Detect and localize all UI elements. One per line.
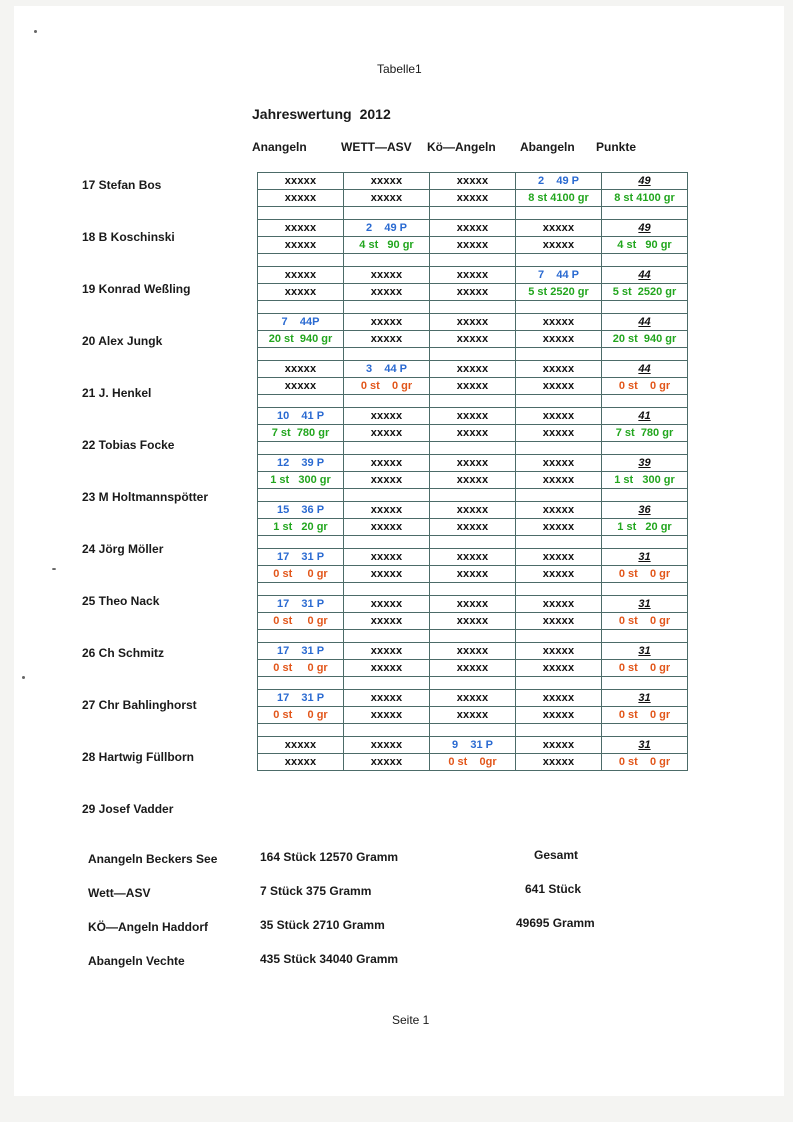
table-cell: xxxxx [516, 378, 602, 395]
spacer-cell [430, 630, 516, 643]
annual-ranking-heading [252, 106, 391, 122]
table-cell: xxxxx [516, 737, 602, 754]
table-cell: xxxxx [430, 331, 516, 348]
table-cell: xxxxx [430, 643, 516, 660]
spacer-cell [430, 395, 516, 408]
spacer-cell [516, 301, 602, 314]
table-cell: 15 36 P [258, 502, 344, 519]
table-row-catch [258, 284, 688, 301]
table-cell: xxxxx [516, 220, 602, 237]
points-cell: 44 [602, 361, 688, 378]
table-cell: 7 st 780 gr [602, 425, 688, 442]
table-cell: xxxxx [430, 690, 516, 707]
spacer-cell [602, 536, 688, 549]
table-cell: xxxxx [516, 690, 602, 707]
spacer-cell [344, 442, 430, 455]
spacer-cell [344, 254, 430, 267]
spacer-cell [258, 677, 344, 690]
participant-name: 24 Jörg Möller [82, 542, 164, 556]
points-cell: 44 [602, 267, 688, 284]
table-row-catch [258, 707, 688, 724]
participant-name: 18 B Koschinski [82, 230, 175, 244]
table-cell: xxxxx [516, 613, 602, 630]
spacer-cell [258, 301, 344, 314]
table-cell: xxxxx [516, 643, 602, 660]
table-cell: xxxxx [516, 408, 602, 425]
table-cell: xxxxx [516, 314, 602, 331]
table-cell: 20 st 940 gr [258, 331, 344, 348]
table-cell: 20 st 940 gr [602, 331, 688, 348]
table-cell: xxxxx [344, 690, 430, 707]
table-cell: xxxxx [516, 519, 602, 536]
table-cell: xxxxx [258, 220, 344, 237]
spacer-cell [430, 583, 516, 596]
table-cell: xxxxx [344, 613, 430, 630]
spacer-cell [516, 489, 602, 502]
table-cell: xxxxx [344, 502, 430, 519]
table-row-catch [258, 190, 688, 207]
points-cell: 36 [602, 502, 688, 519]
spacer-cell [516, 207, 602, 220]
table-cell: 17 31 P [258, 596, 344, 613]
spacer-cell [258, 442, 344, 455]
spacer-cell [258, 348, 344, 361]
participant-name: 23 M Holtmannspötter [82, 490, 209, 504]
summary-label-koe-angeln: KÖ—Angeln Haddorf [88, 920, 208, 934]
table-cell: xxxxx [344, 472, 430, 489]
spacer-cell [430, 536, 516, 549]
table-cell: 10 41 P [258, 408, 344, 425]
table-cell: 17 31 P [258, 643, 344, 660]
points-cell: 31 [602, 737, 688, 754]
page-title: Tabelle1 [377, 62, 422, 76]
participant-name: 20 Alex Jungk [82, 334, 163, 348]
spacer-cell [516, 348, 602, 361]
table-cell: xxxxx [344, 425, 430, 442]
spacer-cell [344, 724, 430, 737]
summary-label-abangeln: Abangeln Vechte [88, 954, 185, 968]
table-cell: 0 st 0 gr [258, 613, 344, 630]
column-header-abangeln: Abangeln [520, 140, 575, 154]
spacer-cell [344, 489, 430, 502]
points-cell: 31 [602, 690, 688, 707]
table-row-catch [258, 331, 688, 348]
table-spacer-row [258, 442, 688, 455]
table-cell: xxxxx [516, 596, 602, 613]
spacer-cell [344, 536, 430, 549]
spacer-cell [344, 301, 430, 314]
points-cell: 49 [602, 220, 688, 237]
table-cell: xxxxx [516, 566, 602, 583]
table-spacer-row [258, 348, 688, 361]
table-cell: xxxxx [430, 425, 516, 442]
spacer-cell [602, 630, 688, 643]
points-cell: 31 [602, 549, 688, 566]
table-cell: xxxxx [344, 737, 430, 754]
table-cell: xxxxx [430, 519, 516, 536]
spacer-cell [258, 583, 344, 596]
scan-speck [22, 676, 25, 679]
table-row-points [258, 173, 688, 190]
spacer-cell [516, 724, 602, 737]
scan-speck [34, 30, 37, 33]
table-cell: xxxxx [516, 331, 602, 348]
table-cell: 2 49 P [344, 220, 430, 237]
summary-value-koe-angeln: 35 Stück 2710 Gramm [260, 918, 385, 932]
spacer-cell [602, 395, 688, 408]
spacer-cell [602, 489, 688, 502]
page-footer: Seite 1 [392, 1013, 430, 1027]
table-row-points [258, 690, 688, 707]
spacer-cell [430, 724, 516, 737]
table-cell: xxxxx [344, 519, 430, 536]
points-cell: 39 [602, 455, 688, 472]
spacer-cell [344, 583, 430, 596]
table-cell: xxxxx [344, 707, 430, 724]
table-cell: xxxxx [430, 502, 516, 519]
spacer-cell [430, 207, 516, 220]
table-row-points [258, 737, 688, 754]
total-label: Gesamt [534, 848, 579, 862]
table-cell: xxxxx [430, 190, 516, 207]
spacer-cell [602, 724, 688, 737]
table-row-catch [258, 378, 688, 395]
table-cell: 0 st 0 gr [602, 613, 688, 630]
spacer-cell [258, 254, 344, 267]
table-cell: xxxxx [516, 455, 602, 472]
table-cell: xxxxx [344, 455, 430, 472]
table-row-points [258, 220, 688, 237]
table-cell: xxxxx [344, 643, 430, 660]
spacer-cell [344, 677, 430, 690]
heading-year: 2012 [359, 106, 391, 122]
table-cell: xxxxx [430, 472, 516, 489]
table-cell: 8 st 4100 gr [602, 190, 688, 207]
points-cell: 44 [602, 314, 688, 331]
score-table [257, 172, 688, 771]
table-row-catch [258, 566, 688, 583]
column-header-koe-angeln: Kö—Angeln [427, 140, 496, 154]
table-cell: 4 st 90 gr [602, 237, 688, 254]
table-cell: xxxxx [430, 284, 516, 301]
table-row-catch [258, 613, 688, 630]
spacer-cell [516, 442, 602, 455]
points-cell: 31 [602, 643, 688, 660]
spacer-cell [430, 677, 516, 690]
participant-name: 27 Chr Bahlinghorst [82, 698, 197, 712]
spacer-cell [344, 630, 430, 643]
participant-name: 17 Stefan Bos [82, 178, 162, 192]
table-spacer-row [258, 489, 688, 502]
scan-speck [52, 568, 56, 570]
table-row-catch [258, 237, 688, 254]
table-cell: 5 st 2520 gr [602, 284, 688, 301]
participant-name: 25 Theo Nack [82, 594, 160, 608]
table-cell: 0 st 0 gr [258, 566, 344, 583]
table-cell: xxxxx [344, 190, 430, 207]
table-cell: 1 st 300 gr [258, 472, 344, 489]
table-spacer-row [258, 395, 688, 408]
spacer-cell [516, 395, 602, 408]
table-cell: xxxxx [430, 613, 516, 630]
table-spacer-row [258, 301, 688, 314]
table-cell: xxxxx [258, 361, 344, 378]
table-cell: 9 31 P [430, 737, 516, 754]
table-cell: 4 st 90 gr [344, 237, 430, 254]
table-spacer-row [258, 583, 688, 596]
spacer-cell [602, 301, 688, 314]
table-cell: 8 st 4100 gr [516, 190, 602, 207]
table-cell: xxxxx [516, 502, 602, 519]
table-spacer-row [258, 630, 688, 643]
spacer-cell [430, 489, 516, 502]
table-cell: xxxxx [344, 660, 430, 677]
total-weight: 49695 Gramm [516, 916, 595, 930]
spacer-cell [430, 254, 516, 267]
table-cell: 0 st 0 gr [602, 707, 688, 724]
table-cell: xxxxx [344, 173, 430, 190]
table-cell: xxxxx [258, 190, 344, 207]
table-cell: 3 44 P [344, 361, 430, 378]
table-cell: 0 st 0 gr [602, 566, 688, 583]
table-row-catch [258, 754, 688, 771]
table-cell: 1 st 20 gr [602, 519, 688, 536]
table-row-points [258, 267, 688, 284]
spacer-cell [430, 348, 516, 361]
spacer-cell [516, 630, 602, 643]
spacer-cell [258, 207, 344, 220]
total-count: 641 Stück [525, 882, 582, 896]
spacer-cell [258, 536, 344, 549]
table-cell: xxxxx [344, 331, 430, 348]
table-cell: xxxxx [430, 361, 516, 378]
table-cell: 0 st 0 gr [602, 660, 688, 677]
spacer-cell [344, 395, 430, 408]
table-cell: 1 st 300 gr [602, 472, 688, 489]
table-cell: 0 st 0gr [430, 754, 516, 771]
table-cell: 0 st 0 gr [344, 378, 430, 395]
spacer-cell [602, 677, 688, 690]
summary-label-anangeln: Anangeln Beckers See [88, 852, 218, 866]
spacer-cell [430, 301, 516, 314]
column-header-anangeln: Anangeln [252, 140, 307, 154]
table-cell: xxxxx [344, 408, 430, 425]
table-cell: xxxxx [516, 660, 602, 677]
table-cell: xxxxx [344, 596, 430, 613]
table-row-points [258, 502, 688, 519]
table-cell: xxxxx [430, 660, 516, 677]
table-row-points [258, 455, 688, 472]
table-cell: xxxxx [258, 737, 344, 754]
table-cell: xxxxx [430, 378, 516, 395]
table-row-points [258, 596, 688, 613]
table-cell: xxxxx [430, 173, 516, 190]
table-cell: 7 44 P [516, 267, 602, 284]
spacer-cell [516, 254, 602, 267]
points-cell: 31 [602, 596, 688, 613]
table-cell: xxxxx [430, 596, 516, 613]
table-cell: xxxxx [430, 455, 516, 472]
table-cell: 2 49 P [516, 173, 602, 190]
table-cell: xxxxx [258, 754, 344, 771]
table-row-catch [258, 519, 688, 536]
points-cell: 49 [602, 173, 688, 190]
table-cell: xxxxx [516, 472, 602, 489]
heading-label: Jahreswertung [252, 106, 352, 122]
table-cell: xxxxx [430, 408, 516, 425]
table-cell: 7 44P [258, 314, 344, 331]
table-spacer-row [258, 724, 688, 737]
table-cell: 0 st 0 gr [602, 378, 688, 395]
spacer-cell [258, 630, 344, 643]
table-cell: xxxxx [258, 267, 344, 284]
spacer-cell [602, 348, 688, 361]
table-cell: 0 st 0 gr [258, 660, 344, 677]
spacer-cell [344, 207, 430, 220]
summary-label-wett-asv: Wett—ASV [88, 886, 151, 900]
table-row-catch [258, 425, 688, 442]
table-cell: 7 st 780 gr [258, 425, 344, 442]
participant-name: 22 Tobias Focke [82, 438, 175, 452]
points-cell: 41 [602, 408, 688, 425]
table-row-points [258, 643, 688, 660]
table-row-catch [258, 472, 688, 489]
spacer-cell [602, 583, 688, 596]
table-cell: xxxxx [430, 566, 516, 583]
participant-name: 26 Ch Schmitz [82, 646, 165, 660]
table-cell: xxxxx [258, 173, 344, 190]
table-cell: xxxxx [430, 220, 516, 237]
column-header-punkte: Punkte [596, 140, 637, 154]
table-row-points [258, 361, 688, 378]
spacer-cell [258, 724, 344, 737]
table-cell: xxxxx [516, 707, 602, 724]
table-cell: xxxxx [344, 314, 430, 331]
table-cell: 17 31 P [258, 690, 344, 707]
table-cell: 17 31 P [258, 549, 344, 566]
spacer-cell [430, 442, 516, 455]
table-cell: xxxxx [430, 314, 516, 331]
table-row-points [258, 408, 688, 425]
table-cell: xxxxx [516, 237, 602, 254]
participant-name: 21 J. Henkel [82, 386, 152, 400]
table-cell: xxxxx [258, 378, 344, 395]
table-cell: xxxxx [430, 267, 516, 284]
spacer-cell [602, 254, 688, 267]
table-cell: 0 st 0 gr [602, 754, 688, 771]
participant-name: 29 Josef Vadder [82, 802, 174, 816]
table-row-points [258, 549, 688, 566]
table-cell: 1 st 20 gr [258, 519, 344, 536]
table-cell: xxxxx [258, 237, 344, 254]
table-cell: xxxxx [430, 549, 516, 566]
spacer-cell [258, 395, 344, 408]
spacer-cell [602, 442, 688, 455]
table-row-catch [258, 660, 688, 677]
table-cell: xxxxx [430, 237, 516, 254]
table-cell: xxxxx [344, 284, 430, 301]
table-cell: xxxxx [258, 284, 344, 301]
table-cell: xxxxx [516, 754, 602, 771]
spacer-cell [602, 207, 688, 220]
column-header-wett-asv: WETT—ASV [341, 140, 412, 154]
spacer-cell [516, 583, 602, 596]
table-cell: xxxxx [516, 425, 602, 442]
participant-name: 19 Konrad Weßling [82, 282, 191, 296]
spacer-cell [344, 348, 430, 361]
table-spacer-row [258, 254, 688, 267]
table-cell: xxxxx [516, 549, 602, 566]
summary-value-wett-asv: 7 Stück 375 Gramm [260, 884, 372, 898]
participant-name: 28 Hartwig Füllborn [82, 750, 195, 764]
table-cell: xxxxx [344, 566, 430, 583]
spacer-cell [516, 677, 602, 690]
summary-value-anangeln: 164 Stück 12570 Gramm [260, 850, 399, 864]
table-spacer-row [258, 207, 688, 220]
table-cell: xxxxx [344, 549, 430, 566]
spacer-cell [258, 489, 344, 502]
table-spacer-row [258, 677, 688, 690]
table-cell: xxxxx [344, 754, 430, 771]
table-cell: 0 st 0 gr [258, 707, 344, 724]
table-cell: 12 39 P [258, 455, 344, 472]
table-cell: xxxxx [430, 707, 516, 724]
table-cell: xxxxx [344, 267, 430, 284]
spacer-cell [516, 536, 602, 549]
table-row-points [258, 314, 688, 331]
table-cell: xxxxx [516, 361, 602, 378]
table-cell: 5 st 2520 gr [516, 284, 602, 301]
summary-value-abangeln: 435 Stück 34040 Gramm [260, 952, 399, 966]
table-spacer-row [258, 536, 688, 549]
